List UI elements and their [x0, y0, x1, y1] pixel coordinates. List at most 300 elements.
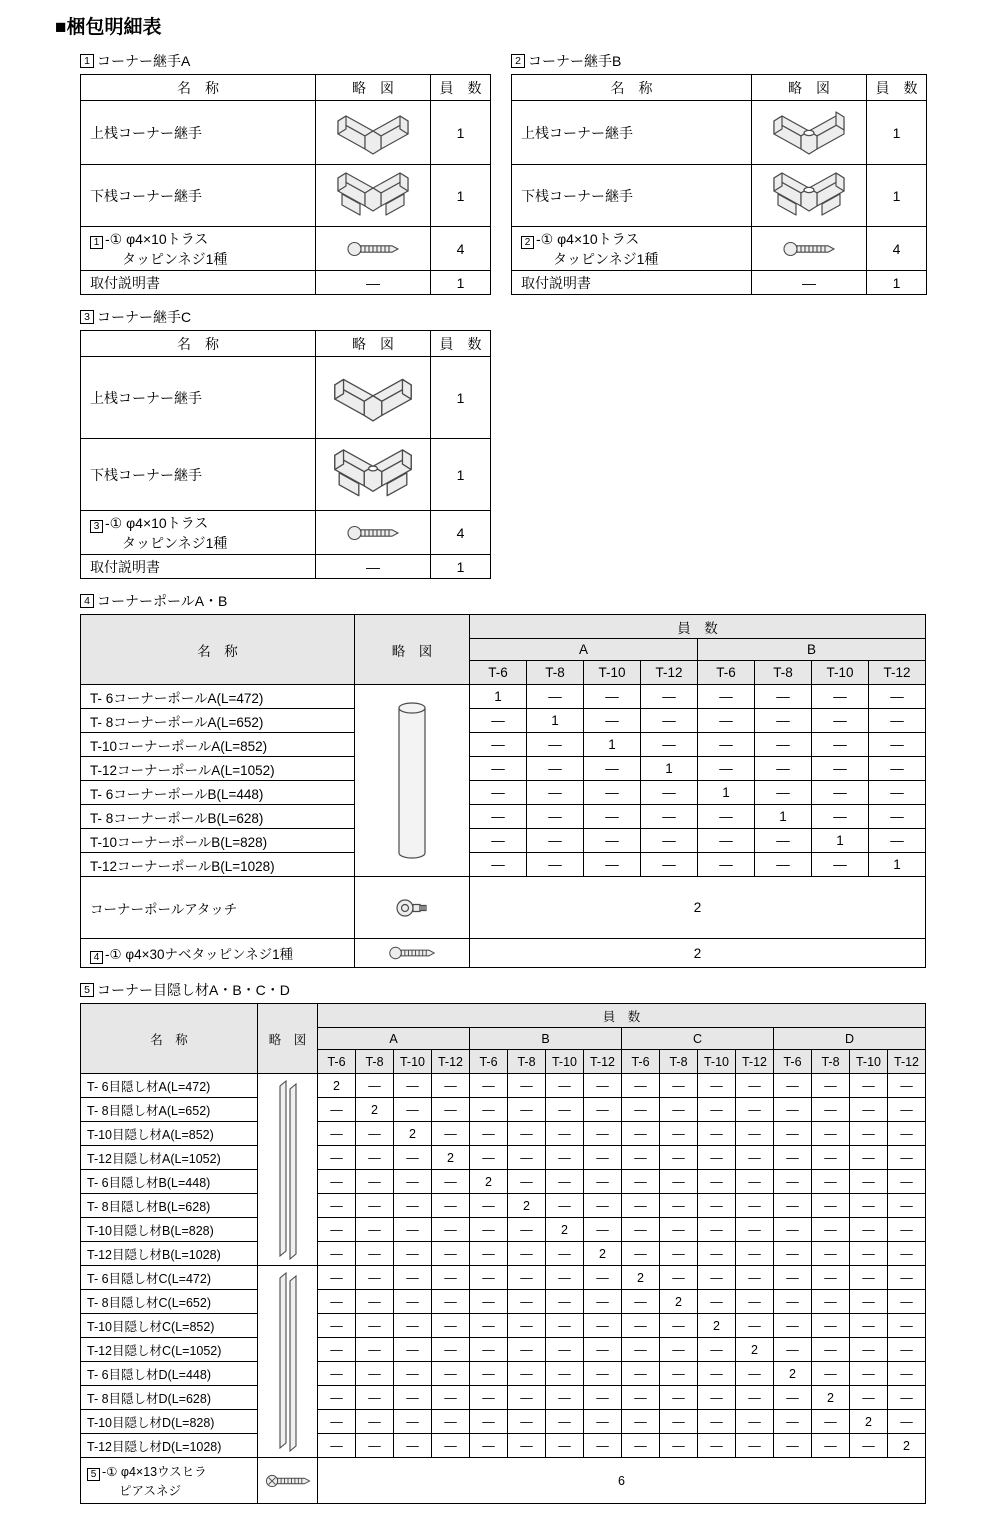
- qty-value: —: [698, 757, 755, 781]
- size-header: T-8: [812, 1050, 850, 1074]
- qty-value: —: [869, 685, 926, 709]
- qty-value: —: [508, 1314, 546, 1338]
- qty-value: —: [584, 685, 641, 709]
- part-name: T- 6目隠し材B(L=448): [81, 1170, 258, 1194]
- qty-value: —: [546, 1290, 584, 1314]
- part-name: 取付説明書: [81, 555, 316, 579]
- qty-value: —: [356, 1338, 394, 1362]
- qty-value: —: [356, 1314, 394, 1338]
- qty-value: —: [888, 1362, 926, 1386]
- qty-value: —: [318, 1170, 356, 1194]
- section-number-box: 4: [80, 594, 94, 608]
- size-header: T-12: [641, 661, 698, 685]
- qty-value: —: [698, 1122, 736, 1146]
- qty-value: —: [812, 1122, 850, 1146]
- qty-value: —: [584, 757, 641, 781]
- table-row: [81, 877, 926, 939]
- qty-value: —: [470, 1242, 508, 1266]
- part-name: T- 6コーナーポールA(L=472): [81, 685, 355, 709]
- qty-value: 6: [318, 1458, 926, 1504]
- qty-value: —: [812, 733, 869, 757]
- qty-value: —: [356, 1410, 394, 1434]
- qty-value: 1: [867, 101, 927, 165]
- qty-value: —: [774, 1290, 812, 1314]
- qty-value: —: [869, 733, 926, 757]
- blind-profile-cd-icon: [275, 1271, 301, 1453]
- table-row: [81, 853, 926, 877]
- ref-text: -① φ4×10トラス: [536, 230, 640, 247]
- qty-value: 2: [432, 1146, 470, 1170]
- size-header: T-10: [546, 1050, 584, 1074]
- qty-value: —: [774, 1386, 812, 1410]
- qty-value: —: [394, 1290, 432, 1314]
- ref-text: -① φ4×30ナベタッピンネジ1種: [105, 946, 294, 962]
- sketch-cell: [316, 227, 431, 271]
- qty-value: —: [774, 1410, 812, 1434]
- qty-value: —: [812, 1074, 850, 1098]
- qty-value: —: [660, 1410, 698, 1434]
- qty-value: —: [850, 1314, 888, 1338]
- table-row: [81, 1434, 926, 1458]
- corner-joint-b-table: [511, 74, 927, 295]
- qty-value: —: [888, 1338, 926, 1362]
- qty-value: —: [850, 1146, 888, 1170]
- table-row: [81, 1410, 926, 1434]
- blind-extra-rows: [81, 1458, 926, 1504]
- size-header: T-6: [470, 661, 527, 685]
- qty-value: —: [622, 1314, 660, 1338]
- qty-value: —: [394, 1410, 432, 1434]
- corner-joint-top-icon: [325, 369, 421, 427]
- qty-value: —: [660, 1338, 698, 1362]
- qty-value: —: [850, 1434, 888, 1458]
- size-header: T-8: [356, 1050, 394, 1074]
- qty-value: —: [850, 1098, 888, 1122]
- sketch-cell: [258, 1458, 318, 1504]
- ref-line: [521, 229, 747, 249]
- qty-value: —: [527, 829, 584, 853]
- qty-value: —: [698, 685, 755, 709]
- qty-value: —: [641, 829, 698, 853]
- qty-value: —: [774, 1194, 812, 1218]
- part-name: 下桟コーナー継手: [512, 165, 752, 227]
- qty-value: —: [318, 1146, 356, 1170]
- qty-value: —: [318, 1242, 356, 1266]
- table-header-row: [81, 1004, 926, 1028]
- corner-joint-bottom-icon: [325, 444, 421, 506]
- table-row: [81, 165, 491, 227]
- col-header-qty: 員 数: [318, 1004, 926, 1028]
- qty-value: —: [584, 1266, 622, 1290]
- qty-value: —: [888, 1410, 926, 1434]
- qty-value: —: [660, 1434, 698, 1458]
- qty-value: —: [432, 1074, 470, 1098]
- qty-value: —: [318, 1290, 356, 1314]
- size-header: T-8: [660, 1050, 698, 1074]
- qty-value: —: [394, 1170, 432, 1194]
- corner-pole-table: [80, 614, 926, 968]
- qty-value: —: [470, 733, 527, 757]
- qty-value: —: [584, 1074, 622, 1098]
- qty-value: —: [546, 1314, 584, 1338]
- table-row: [81, 1338, 926, 1362]
- section-label: [80, 980, 925, 1000]
- qty-value: —: [470, 805, 527, 829]
- qty-value: —: [869, 781, 926, 805]
- table-row: [81, 1266, 926, 1290]
- table-header-row: [81, 75, 491, 101]
- qty-value: —: [698, 853, 755, 877]
- truss-screw-icon: [344, 240, 402, 258]
- qty-value: —: [660, 1266, 698, 1290]
- qty-value: —: [736, 1242, 774, 1266]
- qty-value: 2: [318, 1074, 356, 1098]
- col-header-name: 名 称: [81, 1004, 258, 1074]
- section-title: コーナー目隠し材A・B・C・D: [97, 982, 290, 998]
- qty-value: —: [432, 1242, 470, 1266]
- qty-value: —: [812, 853, 869, 877]
- qty-value: —: [660, 1218, 698, 1242]
- qty-value: —: [622, 1170, 660, 1194]
- qty-value: —: [641, 733, 698, 757]
- part-name: [81, 939, 355, 968]
- qty-value: —: [888, 1242, 926, 1266]
- qty-value: —: [622, 1410, 660, 1434]
- qty-value: —: [470, 1290, 508, 1314]
- table-row: [81, 555, 491, 579]
- table-row: [81, 1122, 926, 1146]
- qty-value: —: [584, 805, 641, 829]
- qty-value: —: [888, 1146, 926, 1170]
- qty-value: —: [622, 1434, 660, 1458]
- qty-value: —: [698, 805, 755, 829]
- table-row: [81, 805, 926, 829]
- qty-value: —: [318, 1266, 356, 1290]
- qty-value: —: [888, 1170, 926, 1194]
- qty-value: 1: [641, 757, 698, 781]
- qty-value: —: [394, 1146, 432, 1170]
- part-name: T- 8コーナーポールB(L=628): [81, 805, 355, 829]
- qty-value: —: [394, 1218, 432, 1242]
- qty-value: —: [356, 1266, 394, 1290]
- qty-value: —: [584, 1386, 622, 1410]
- qty-value: —: [641, 781, 698, 805]
- section-label: [80, 307, 925, 327]
- table-row: [512, 227, 927, 271]
- qty-value: —: [356, 1434, 394, 1458]
- pole-rows: [81, 685, 926, 877]
- qty-value: —: [470, 829, 527, 853]
- corner-blind-table: [80, 1003, 926, 1504]
- qty-value: —: [584, 1218, 622, 1242]
- qty-value: 2: [546, 1218, 584, 1242]
- qty-value: —: [527, 757, 584, 781]
- part-name: T-12目隠し材B(L=1028): [81, 1242, 258, 1266]
- qty-value: —: [470, 1098, 508, 1122]
- table-row: [512, 101, 927, 165]
- qty-value: —: [850, 1290, 888, 1314]
- group-header-b: B: [698, 639, 926, 661]
- section-corner-joint-c: [80, 307, 925, 579]
- qty-value: —: [888, 1194, 926, 1218]
- table-row: [81, 1458, 926, 1504]
- section-title: コーナー継手B: [528, 53, 622, 69]
- qty-value: —: [774, 1242, 812, 1266]
- size-header: T-12: [584, 1050, 622, 1074]
- qty-value: —: [546, 1074, 584, 1098]
- qty-value: —: [698, 1098, 736, 1122]
- qty-value: —: [888, 1098, 926, 1122]
- part-name: コーナーポールアタッチ: [81, 877, 355, 939]
- qty-value: —: [755, 757, 812, 781]
- qty-value: —: [812, 1338, 850, 1362]
- qty-value: —: [698, 1266, 736, 1290]
- qty-value: —: [850, 1386, 888, 1410]
- qty-value: 4: [867, 227, 927, 271]
- sketch-cell: [752, 101, 867, 165]
- qty-value: —: [527, 781, 584, 805]
- qty-value: —: [470, 1314, 508, 1338]
- qty-value: —: [888, 1386, 926, 1410]
- ref-text-line2: タッピンネジ1種: [122, 250, 228, 267]
- col-header-qty: 員 数: [431, 331, 491, 357]
- qty-value: —: [508, 1218, 546, 1242]
- part-name: T- 8目隠し材D(L=628): [81, 1386, 258, 1410]
- part-name: T- 6目隠し材A(L=472): [81, 1074, 258, 1098]
- ref-line: [90, 229, 311, 249]
- table-row: [81, 1194, 926, 1218]
- qty-value: —: [774, 1170, 812, 1194]
- qty-value: 2: [736, 1338, 774, 1362]
- size-header: T-12: [736, 1050, 774, 1074]
- qty-value: —: [546, 1122, 584, 1146]
- qty-value: —: [432, 1434, 470, 1458]
- blind-rows-cd: [81, 1266, 926, 1458]
- part-name: T- 8目隠し材C(L=652): [81, 1290, 258, 1314]
- sketch-dash: —: [752, 271, 867, 295]
- qty-value: —: [698, 1218, 736, 1242]
- col-header-qty: 員 数: [867, 75, 927, 101]
- corner-joint-top-icon: [329, 107, 417, 159]
- qty-value: —: [394, 1314, 432, 1338]
- qty-value: —: [698, 1170, 736, 1194]
- qty-value: —: [812, 1314, 850, 1338]
- qty-value: —: [318, 1410, 356, 1434]
- qty-value: —: [698, 1410, 736, 1434]
- size-header: T-12: [869, 661, 926, 685]
- qty-value: —: [470, 1386, 508, 1410]
- pierce-screw-icon: [263, 1473, 313, 1489]
- col-header-sketch: 略 図: [316, 331, 431, 357]
- size-header: T-6: [470, 1050, 508, 1074]
- ref-text-line2: タッピンネジ1種: [553, 250, 659, 267]
- qty-value: —: [432, 1098, 470, 1122]
- qty-value: —: [546, 1362, 584, 1386]
- qty-value: —: [584, 781, 641, 805]
- size-header: T-6: [622, 1050, 660, 1074]
- qty-value: —: [508, 1434, 546, 1458]
- part-name: 取付説明書: [81, 271, 316, 295]
- qty-value: —: [736, 1218, 774, 1242]
- qty-value: —: [432, 1170, 470, 1194]
- qty-value: —: [432, 1338, 470, 1362]
- qty-value: —: [736, 1122, 774, 1146]
- qty-value: —: [394, 1386, 432, 1410]
- qty-value: —: [584, 1314, 622, 1338]
- qty-value: —: [508, 1386, 546, 1410]
- ref-number-box: 2: [521, 236, 534, 249]
- qty-value: —: [394, 1074, 432, 1098]
- pan-screw-icon: [386, 945, 438, 961]
- table-row: [81, 939, 926, 968]
- section-title: コーナー継手A: [97, 53, 191, 69]
- qty-value: 2: [356, 1098, 394, 1122]
- table-row: [81, 829, 926, 853]
- size-header: T-6: [774, 1050, 812, 1074]
- qty-value: —: [888, 1218, 926, 1242]
- qty-value: —: [470, 1338, 508, 1362]
- qty-value: —: [888, 1314, 926, 1338]
- qty-value: —: [508, 1338, 546, 1362]
- size-header: T-8: [755, 661, 812, 685]
- qty-value: —: [888, 1074, 926, 1098]
- qty-value: —: [812, 1290, 850, 1314]
- qty-value: —: [622, 1386, 660, 1410]
- size-header: T-8: [508, 1050, 546, 1074]
- qty-value: —: [812, 1170, 850, 1194]
- qty-value: —: [432, 1314, 470, 1338]
- qty-value: —: [736, 1434, 774, 1458]
- part-name: T-10コーナーポールA(L=852): [81, 733, 355, 757]
- part-name: T-12コーナーポールB(L=1028): [81, 853, 355, 877]
- qty-value: —: [470, 1362, 508, 1386]
- qty-value: —: [622, 1242, 660, 1266]
- qty-value: —: [394, 1434, 432, 1458]
- qty-value: —: [698, 733, 755, 757]
- qty-value: —: [527, 805, 584, 829]
- qty-value: —: [356, 1386, 394, 1410]
- ref-text-line2: ピアスネジ: [119, 1484, 182, 1498]
- sketch-cell: [316, 439, 431, 511]
- qty-value: —: [432, 1122, 470, 1146]
- qty-value: —: [736, 1410, 774, 1434]
- qty-value: —: [508, 1362, 546, 1386]
- part-name: T- 6目隠し材D(L=448): [81, 1362, 258, 1386]
- sketch-dash: —: [316, 555, 431, 579]
- qty-value: —: [508, 1146, 546, 1170]
- qty-value: —: [546, 1386, 584, 1410]
- qty-value: —: [812, 1266, 850, 1290]
- qty-value: —: [850, 1362, 888, 1386]
- col-header-sketch: 略 図: [316, 75, 431, 101]
- qty-value: —: [508, 1290, 546, 1314]
- blind-rows-ab: [81, 1074, 926, 1266]
- part-name: [81, 227, 316, 271]
- qty-value: —: [812, 781, 869, 805]
- group-header-b: B: [470, 1028, 622, 1050]
- part-name: T-12目隠し材A(L=1052): [81, 1146, 258, 1170]
- section-number-box: 3: [80, 310, 94, 324]
- col-header-name: 名 称: [81, 331, 316, 357]
- table-row: [81, 1170, 926, 1194]
- qty-value: —: [736, 1098, 774, 1122]
- qty-value: —: [736, 1362, 774, 1386]
- col-header-name: 名 称: [81, 75, 316, 101]
- qty-value: —: [755, 829, 812, 853]
- qty-value: —: [584, 829, 641, 853]
- tables-area: [80, 51, 925, 1504]
- qty-value: —: [318, 1362, 356, 1386]
- qty-value: —: [527, 853, 584, 877]
- qty-value: —: [774, 1218, 812, 1242]
- part-name: 上桟コーナー継手: [81, 101, 316, 165]
- qty-value: —: [850, 1122, 888, 1146]
- qty-value: —: [356, 1146, 394, 1170]
- qty-value: —: [736, 1266, 774, 1290]
- qty-value: —: [869, 805, 926, 829]
- qty-value: —: [356, 1362, 394, 1386]
- qty-value: —: [641, 685, 698, 709]
- qty-value: —: [584, 1194, 622, 1218]
- sketch-cell: [752, 165, 867, 227]
- table-row: [81, 1242, 926, 1266]
- qty-value: —: [660, 1386, 698, 1410]
- ref-number-box: 3: [90, 520, 103, 533]
- pole-attach-icon: [394, 895, 430, 921]
- col-header-qty: 員 数: [470, 615, 926, 639]
- size-header: T-6: [318, 1050, 356, 1074]
- part-name: T-12目隠し材C(L=1052): [81, 1338, 258, 1362]
- part-name: T-10目隠し材B(L=828): [81, 1218, 258, 1242]
- table-row: [81, 357, 491, 439]
- qty-value: —: [508, 1266, 546, 1290]
- qty-value: —: [850, 1338, 888, 1362]
- qty-value: 1: [431, 101, 491, 165]
- qty-value: —: [774, 1434, 812, 1458]
- table-row: [81, 439, 491, 511]
- part-name: T- 8目隠し材A(L=652): [81, 1098, 258, 1122]
- qty-value: —: [318, 1314, 356, 1338]
- qty-value: —: [508, 1074, 546, 1098]
- qty-value: —: [698, 1242, 736, 1266]
- qty-value: —: [698, 1194, 736, 1218]
- qty-value: 2: [850, 1410, 888, 1434]
- part-name: [512, 227, 752, 271]
- qty-value: —: [432, 1410, 470, 1434]
- qty-value: —: [812, 1362, 850, 1386]
- qty-value: 1: [867, 271, 927, 295]
- section-corner-joint-b: [511, 51, 927, 295]
- col-header-qty: 員 数: [431, 75, 491, 101]
- qty-value: —: [318, 1194, 356, 1218]
- qty-value: —: [812, 1242, 850, 1266]
- qty-value: —: [698, 1434, 736, 1458]
- qty-value: —: [812, 805, 869, 829]
- qty-value: —: [394, 1242, 432, 1266]
- group-header-a: A: [318, 1028, 470, 1050]
- qty-value: —: [869, 757, 926, 781]
- qty-value: 2: [698, 1314, 736, 1338]
- qty-value: —: [736, 1386, 774, 1410]
- table-row: [81, 733, 926, 757]
- qty-value: —: [394, 1362, 432, 1386]
- table-row: [81, 685, 926, 709]
- qty-value: —: [508, 1170, 546, 1194]
- size-header: T-8: [527, 661, 584, 685]
- qty-value: —: [755, 733, 812, 757]
- qty-value: —: [755, 853, 812, 877]
- qty-value: —: [318, 1218, 356, 1242]
